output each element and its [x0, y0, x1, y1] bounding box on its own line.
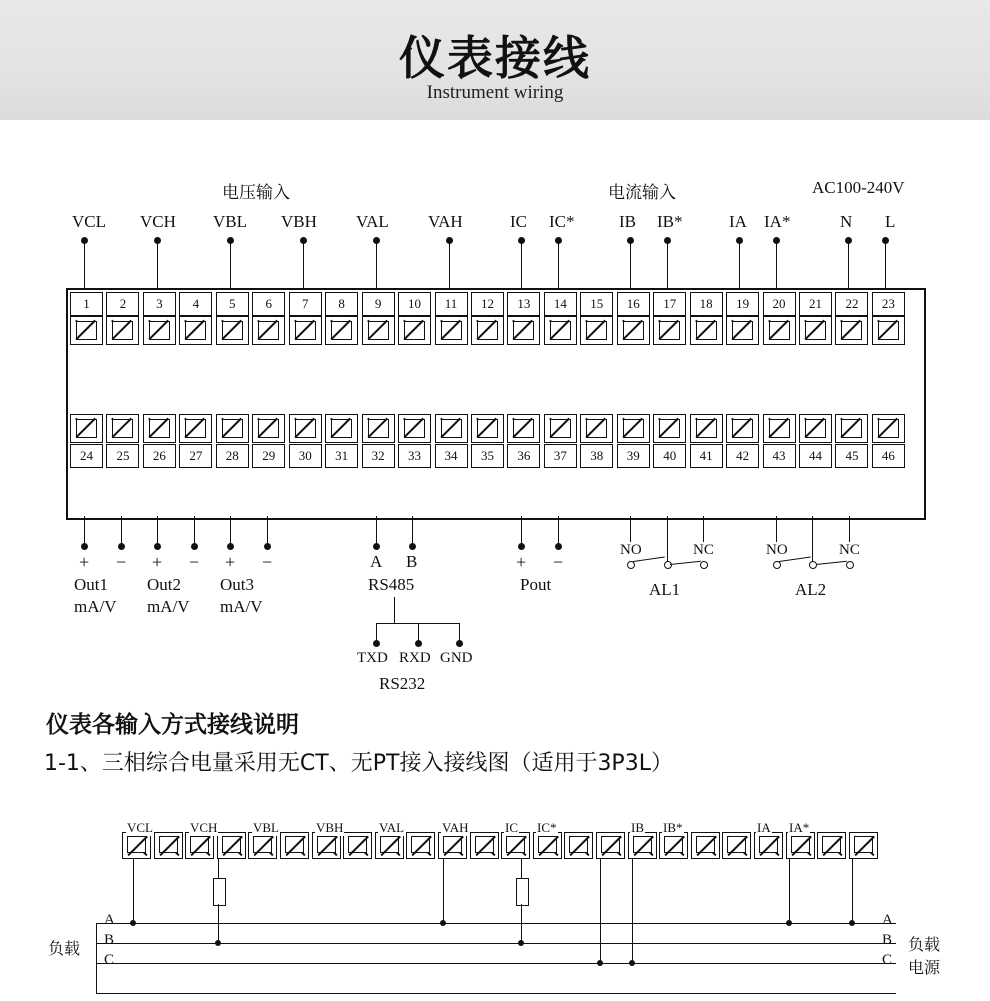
terminal-screw-3p3l-8 — [343, 832, 372, 859]
terminal-screw-14 — [544, 316, 577, 345]
terminal-screw-27 — [179, 414, 212, 443]
lead-dot-vcl — [81, 237, 88, 244]
lead-line-ia-star — [776, 240, 777, 288]
terminal-screw-18 — [690, 316, 723, 345]
header-banner — [0, 0, 990, 120]
al2-label-nc: NC — [839, 542, 860, 558]
terminal-screw-3p3l-4 — [217, 832, 246, 859]
terminal-screw-44 — [799, 414, 832, 443]
terminal-screw-43 — [763, 414, 796, 443]
group-label-out2: Out2 — [147, 575, 181, 594]
terminal-number-21: 21 — [799, 292, 832, 316]
lead-dot-rs485-a — [373, 543, 380, 550]
terminal-number-30: 30 — [289, 444, 322, 468]
terminal-screw-8 — [325, 316, 358, 345]
al2-line-nc — [849, 516, 850, 542]
terminal-screw-3p3l-9 — [375, 832, 404, 859]
terminal-screw-17 — [653, 316, 686, 345]
rs232-dot-txd — [373, 640, 380, 647]
label-source-right: 电源 — [908, 958, 941, 977]
sign-out2-minus: − — [189, 552, 200, 572]
rs232-pin-txd: TXD — [357, 650, 388, 666]
terminal-number-9: 9 — [362, 292, 395, 316]
terminal-screw-3p3l-24 — [849, 832, 878, 859]
terminal-screw-31 — [325, 414, 358, 443]
terminal-number-6: 6 — [252, 292, 285, 316]
terminal-number-27: 27 — [179, 444, 212, 468]
lead-line-out1-plus — [84, 516, 85, 546]
rs232-pin-gnd: GND — [440, 650, 473, 666]
terminal-number-7: 7 — [289, 292, 322, 316]
terminal-label-vch: VCH — [140, 212, 176, 231]
t2-label-ib: IB — [631, 820, 644, 835]
page-title-en: Instrument wiring — [426, 82, 564, 103]
group-label-current-input: 电流输入 — [608, 183, 676, 203]
terminal-label-vcl: VCL — [72, 212, 106, 231]
t2-label-ia-star: IA* — [789, 820, 810, 835]
rs485-bus-drop — [394, 597, 395, 623]
terminal-number-46: 46 — [872, 444, 905, 468]
group-sub-out3: mA/V — [220, 597, 263, 616]
rs232-pin-rxd: RXD — [399, 650, 431, 666]
terminal-number-37: 37 — [544, 444, 577, 468]
terminal-number-11: 11 — [435, 292, 468, 316]
rs232-dot-gnd — [456, 640, 463, 647]
lead-dot-vbh — [300, 237, 307, 244]
phase-right-c: C — [882, 952, 893, 968]
terminal-screw-3p3l-10 — [406, 832, 435, 859]
fuse-vch — [213, 878, 226, 906]
terminal-screw-3p3l-2 — [154, 832, 183, 859]
al1-contact-arm-right — [670, 561, 701, 565]
terminal-number-32: 32 — [362, 444, 395, 468]
junction-ic-c — [597, 960, 603, 966]
al2-label: AL2 — [795, 580, 827, 599]
drop-ia-star — [852, 858, 853, 921]
terminal-screw-3p3l-6 — [280, 832, 309, 859]
lead-dot-rs485-b — [409, 543, 416, 550]
terminal-screw-34 — [435, 414, 468, 443]
lead-dot-val — [373, 237, 380, 244]
sign-pout-minus: − — [553, 552, 564, 572]
lead-line-pout-minus — [558, 516, 559, 546]
rs232-dot-rxd — [415, 640, 422, 647]
terminal-number-2: 2 — [106, 292, 139, 316]
section-subtitle: 1-1、三相综合电量采用无CT、无PT接入接线图（适用于3P3L） — [44, 751, 673, 776]
lead-line-ia — [739, 240, 740, 288]
label-load-left: 负载 — [48, 939, 81, 958]
terminal-number-31: 31 — [325, 444, 358, 468]
lead-dot-pout-plus — [518, 543, 525, 550]
sign-pout-plus: + — [516, 552, 527, 572]
terminal-label-ic-star: IC* — [549, 212, 575, 231]
lead-dot-ib — [627, 237, 634, 244]
lead-line-out2-minus — [194, 516, 195, 546]
terminal-screw-1 — [70, 316, 103, 345]
terminal-number-14: 14 — [544, 292, 577, 316]
al2-label-no: NO — [766, 542, 788, 558]
t2-label-vcl: VCL — [127, 820, 153, 835]
lead-line-rs485-b — [412, 516, 413, 546]
al1-contact-nc-node — [700, 561, 708, 569]
al1-line-common — [667, 516, 668, 564]
lead-line-vah — [449, 240, 450, 288]
lead-dot-out2-minus — [191, 543, 198, 550]
lead-line-ib — [630, 240, 631, 288]
drop-ic — [600, 858, 601, 963]
t2-label-ib-star: IB* — [663, 820, 683, 835]
terminal-label-l: L — [885, 212, 896, 231]
terminal-number-43: 43 — [763, 444, 796, 468]
lead-line-pout-plus — [521, 516, 522, 546]
lead-dot-out2-plus — [154, 543, 161, 550]
terminal-number-22: 22 — [835, 292, 868, 316]
al1-label: AL1 — [649, 580, 681, 599]
terminal-screw-3p3l-17 — [628, 832, 657, 859]
terminal-screw-22 — [835, 316, 868, 345]
terminal-number-26: 26 — [143, 444, 176, 468]
terminal-screw-13 — [507, 316, 540, 345]
lead-dot-vch — [154, 237, 161, 244]
lead-line-out1-minus — [121, 516, 122, 546]
terminal-number-19: 19 — [726, 292, 759, 316]
junction-ia-a — [786, 920, 792, 926]
al1-label-no: NO — [620, 542, 642, 558]
t2-label-vbh: VBH — [316, 820, 344, 835]
terminal-screw-28 — [216, 414, 249, 443]
terminal-number-1: 1 — [70, 292, 103, 316]
terminal-screw-40 — [653, 414, 686, 443]
lead-dot-out1-minus — [118, 543, 125, 550]
terminal-screw-3p3l-23 — [817, 832, 846, 859]
terminal-screw-3p3l-13 — [501, 832, 530, 859]
terminal-number-44: 44 — [799, 444, 832, 468]
junction-vcl-a — [130, 920, 136, 926]
terminal-number-39: 39 — [617, 444, 650, 468]
terminal-label-vbl: VBL — [213, 212, 247, 231]
sign-out2-plus: + — [152, 552, 163, 572]
bus-left-edge — [96, 923, 97, 993]
terminal-screw-6 — [252, 316, 285, 345]
sign-rs485-a: A — [370, 552, 383, 571]
terminal-screw-5 — [216, 316, 249, 345]
terminal-label-val: VAL — [356, 212, 389, 231]
al1-label-nc: NC — [693, 542, 714, 558]
lead-line-ic — [521, 240, 522, 288]
terminal-label-ib-star: IB* — [657, 212, 683, 231]
terminal-number-36: 36 — [507, 444, 540, 468]
terminal-screw-35 — [471, 414, 504, 443]
lead-line-vbh — [303, 240, 304, 288]
terminal-number-40: 40 — [653, 444, 686, 468]
al2-contact-arm-right — [816, 561, 847, 565]
terminal-label-vah: VAH — [428, 212, 463, 231]
terminal-screw-3p3l-1 — [122, 832, 151, 859]
terminal-screw-3p3l-22 — [786, 832, 815, 859]
terminal-number-24: 24 — [70, 444, 103, 468]
terminal-number-41: 41 — [690, 444, 723, 468]
lead-dot-ic — [518, 237, 525, 244]
terminal-screw-3p3l-15 — [564, 832, 593, 859]
terminal-screw-3p3l-18 — [659, 832, 688, 859]
terminal-screw-25 — [106, 414, 139, 443]
lead-dot-vbl — [227, 237, 234, 244]
al1-contact-no-node — [627, 561, 635, 569]
group-sub-out1: mA/V — [74, 597, 117, 616]
terminal-label-ia: IA — [729, 212, 747, 231]
terminal-screw-41 — [690, 414, 723, 443]
al2-contact-no-node — [773, 561, 781, 569]
terminal-number-23: 23 — [872, 292, 905, 316]
terminal-number-13: 13 — [507, 292, 540, 316]
terminal-screw-24 — [70, 414, 103, 443]
terminal-number-18: 18 — [690, 292, 723, 316]
terminal-screw-12 — [471, 316, 504, 345]
terminal-screw-30 — [289, 414, 322, 443]
al1-contact-common-node — [664, 561, 672, 569]
t2-label-vch: VCH — [190, 820, 218, 835]
terminal-screw-3p3l-3 — [185, 832, 214, 859]
lead-dot-out1-plus — [81, 543, 88, 550]
terminal-screw-16 — [617, 316, 650, 345]
phase-right-b: B — [882, 932, 893, 948]
t2-label-ia: IA — [757, 820, 771, 835]
terminal-number-38: 38 — [580, 444, 613, 468]
drop-ia — [789, 858, 790, 921]
terminal-number-28: 28 — [216, 444, 249, 468]
terminal-screw-11 — [435, 316, 468, 345]
t2-label-ic-star: IC* — [537, 820, 557, 835]
lead-line-ic-star — [558, 240, 559, 288]
phase-right-a: A — [882, 912, 893, 928]
t2-label-vah: VAH — [442, 820, 469, 835]
lead-line-out2-plus — [157, 516, 158, 546]
sign-out1-plus: + — [79, 552, 90, 572]
group-label-out3: Out3 — [220, 575, 254, 594]
junction-ic-star-c — [629, 960, 635, 966]
terminal-label-ic: IC — [510, 212, 527, 231]
terminal-screw-9 — [362, 316, 395, 345]
phase-left-c: C — [104, 952, 115, 968]
terminal-screw-3p3l-12 — [470, 832, 499, 859]
junction-vah-b — [518, 940, 524, 946]
lead-line-val — [376, 240, 377, 288]
terminal-screw-23 — [872, 316, 905, 345]
lead-dot-pout-minus — [555, 543, 562, 550]
lead-dot-ia — [736, 237, 743, 244]
sign-out3-plus: + — [225, 552, 236, 572]
al2-line-no — [776, 516, 777, 542]
terminal-screw-2 — [106, 316, 139, 345]
page-title-cn: 仪表接线 — [399, 31, 591, 85]
terminal-screw-37 — [544, 414, 577, 443]
terminal-number-20: 20 — [763, 292, 796, 316]
terminal-screw-3p3l-5 — [248, 832, 277, 859]
phase-left-a: A — [104, 912, 115, 928]
fuse-vah — [516, 878, 529, 906]
terminal-screw-33 — [398, 414, 431, 443]
terminal-screw-45 — [835, 414, 868, 443]
lead-line-vcl — [84, 240, 85, 288]
terminal-screw-3p3l-11 — [438, 832, 467, 859]
terminal-screw-42 — [726, 414, 759, 443]
al1-line-nc — [703, 516, 704, 542]
terminal-number-12: 12 — [471, 292, 504, 316]
group-label-voltage-input: 电压输入 — [222, 183, 290, 203]
lead-line-vch — [157, 240, 158, 288]
lead-dot-ic-star — [555, 237, 562, 244]
drop-ic-star — [632, 858, 633, 963]
lead-dot-n — [845, 237, 852, 244]
t2-label-vbl: VBL — [253, 820, 279, 835]
lead-dot-vah — [446, 237, 453, 244]
terminal-number-10: 10 — [398, 292, 431, 316]
terminal-screw-32 — [362, 414, 395, 443]
section-title: 仪表各输入方式接线说明 — [46, 712, 299, 738]
lead-line-n — [848, 240, 849, 288]
terminal-number-45: 45 — [835, 444, 868, 468]
terminal-screw-3p3l-21 — [754, 832, 783, 859]
terminal-screw-26 — [143, 414, 176, 443]
group-label-out1: Out1 — [74, 575, 108, 594]
junction-val-a — [440, 920, 446, 926]
terminal-screw-39 — [617, 414, 650, 443]
lead-dot-ia-star — [773, 237, 780, 244]
terminal-number-17: 17 — [653, 292, 686, 316]
junction-ia-star-a — [849, 920, 855, 926]
junction-vch-b — [215, 940, 221, 946]
lead-line-l — [885, 240, 886, 288]
terminal-screw-3p3l-20 — [722, 832, 751, 859]
t2-label-val: VAL — [379, 820, 405, 835]
terminal-number-16: 16 — [617, 292, 650, 316]
terminal-screw-3p3l-14 — [533, 832, 562, 859]
terminal-screw-3 — [143, 316, 176, 345]
terminal-screw-21 — [799, 316, 832, 345]
terminal-number-25: 25 — [106, 444, 139, 468]
terminal-number-5: 5 — [216, 292, 249, 316]
terminal-screw-7 — [289, 316, 322, 345]
lead-dot-l — [882, 237, 889, 244]
terminal-screw-10 — [398, 316, 431, 345]
sign-out3-minus: − — [262, 552, 273, 572]
terminal-number-35: 35 — [471, 444, 504, 468]
phase-left-b: B — [104, 932, 115, 948]
bus-phase-a — [96, 923, 896, 924]
terminal-screw-4 — [179, 316, 212, 345]
terminal-number-15: 15 — [580, 292, 613, 316]
drop-vcl — [133, 858, 134, 923]
terminal-number-42: 42 — [726, 444, 759, 468]
wiring-diagram-3p3l — [0, 800, 990, 1001]
lead-line-ib-star — [667, 240, 668, 288]
terminal-label-n: N — [840, 212, 853, 231]
terminal-screw-29 — [252, 414, 285, 443]
group-label-pout: Pout — [520, 575, 552, 594]
drop-vch-top — [218, 858, 219, 878]
lead-line-out3-minus — [267, 516, 268, 546]
terminal-number-3: 3 — [143, 292, 176, 316]
group-label-rs485: RS485 — [368, 575, 415, 594]
al2-line-common — [812, 516, 813, 564]
terminal-screw-20 — [763, 316, 796, 345]
al1-line-no — [630, 516, 631, 542]
terminal-screw-38 — [580, 414, 613, 443]
drop-vah-top — [521, 858, 522, 878]
lead-dot-out3-plus — [227, 543, 234, 550]
bus-bottom — [96, 993, 896, 994]
terminal-screw-46 — [872, 414, 905, 443]
lead-line-vbl — [230, 240, 231, 288]
bus-phase-c — [96, 963, 896, 964]
lead-line-rs485-a — [376, 516, 377, 546]
al2-contact-nc-node — [846, 561, 854, 569]
group-label-power-supply: AC100-240V — [812, 178, 905, 197]
wiring-diagram-main — [0, 120, 990, 710]
terminal-screw-3p3l-19 — [691, 832, 720, 859]
terminal-screw-3p3l-7 — [312, 832, 341, 859]
terminal-screw-36 — [507, 414, 540, 443]
sign-out1-minus: − — [116, 552, 127, 572]
terminal-number-4: 4 — [179, 292, 212, 316]
rs232-label: RS232 — [379, 674, 426, 693]
label-load-right: 负载 — [908, 935, 941, 954]
terminal-label-ia-star: IA* — [764, 212, 791, 231]
lead-dot-ib-star — [664, 237, 671, 244]
t2-label-ic: IC — [505, 820, 518, 835]
drop-val — [443, 858, 444, 923]
group-sub-out2: mA/V — [147, 597, 190, 616]
terminal-label-vbh: VBH — [281, 212, 317, 231]
terminal-screw-3p3l-16 — [596, 832, 625, 859]
terminal-number-33: 33 — [398, 444, 431, 468]
terminal-number-34: 34 — [435, 444, 468, 468]
lead-line-out3-plus — [230, 516, 231, 546]
terminal-number-8: 8 — [325, 292, 358, 316]
terminal-screw-19 — [726, 316, 759, 345]
sign-rs485-b: B — [406, 552, 418, 571]
terminal-screw-15 — [580, 316, 613, 345]
lead-dot-out3-minus — [264, 543, 271, 550]
terminal-number-29: 29 — [252, 444, 285, 468]
terminal-label-ib: IB — [619, 212, 636, 231]
